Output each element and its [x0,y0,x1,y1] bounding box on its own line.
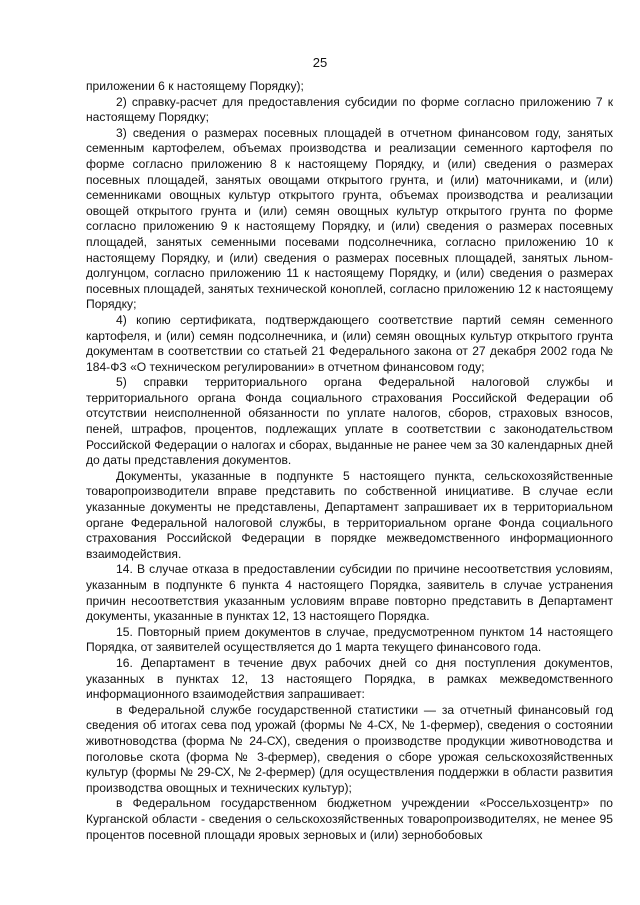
paragraph-clause-14: 14. В случае отказа в предоставлении субсидии по причине несоответствия условиям, указанным в подпункте 6 пункта 4 настоящего Порядка, заявитель в случае устранения причин несоответствия указанным условиям вправе повторно представить в Департамент документы, указанные в пунктах 12, 13 настоящего Порядка. [86,562,613,624]
paragraph-item-5: 5) справки территориального органа Федеральной налоговой службы и территориального органа Фонда социального страхования Российской Федерации об отсутствии неисполненной обязанности по уплате налогов, сборов, страховых взносов, пеней, штрафов, процентов, подлежащих уплате в соответствии с законодательством Российской Федерации о налогах и сборах, выданные не ранее чем за 30 календарных дней до даты представления документов. [86,375,613,468]
paragraph-continuation: приложении 6 к настоящему Порядку); [86,79,304,93]
paragraph-statistics-request: в Федеральной службе государственной статистики — за отчетный финансовый год сведения об итогах сева под урожай (формы № 4-СХ, № 1-фермер), сведения о состоянии животноводства (форма № 24-СХ), сведения о производстве продукции животноводства и поголовье скота (форма № 3-фермер), сведения о сборе урожая сельскохозяйственных культур (формы № 29-СХ, № 2-фермер) (для осуществления поддержки в области развития производства овощных и технических культур); [86,702,613,795]
paragraph-rosselkhoz-request: в Федеральном государственном бюджетном учреждении «Россельхозцентр» по Курганской области - сведения о сельскохозяйственных товаропроизводителях, не менее 95 процентов посевной площади яровых зерновых и (или) зернобобовых [86,796,613,842]
paragraph-clause-16: 16. Департамент в течение двух рабочих дней со дня поступления документов, указанных в пунктах 12, 13 настоящего Порядка, в рамках межведомственного информационного взаимодействия запрашивает: [86,655,613,702]
paragraph-documents-note: Документы, указанные в подпункте 5 настоящего пункта, сельскохозяйственные товаропроизводители вправе представить по собственной инициативе. В случае если указанные документы не представлены, Департамент запрашивает их в территориальном органе Федеральной налоговой службы, в территориальном органе Фонда социального страхования Российской Федерации в порядке межведомственного информационного взаимодействия. [86,468,613,561]
page-number: 25 [312,55,328,70]
document-body [86,79,613,843]
paragraph-item-4: 4) копию сертификата, подтверждающего соответствие партий семян семенного картофеля, и (или) семян подсолнечника, и (или) семян овощных культур открытого грунта документам в соответствии со статьей 21 Федерального закона от 27 декабря 2002 года № 184-ФЗ «О техническом регулировании» в отчетном финансовом году; [86,312,613,374]
paragraph-clause-15: 15. Повторный прием документов в случае, предусмотренном пунктом 14 настоящего Порядка, от заявителей осуществляется до 1 марта текущего финансового года. [86,624,613,655]
paragraph-item-2: 2) справку-расчет для предоставления субсидии по форме согласно приложению 7 к настоящему Порядку; [86,94,613,125]
paragraph-item-3: 3) сведения о размерах посевных площадей в отчетном финансовом году, занятых семенным картофелем, объемах производства и реализации семенного картофеля по форме согласно приложению 8 к настоящему Порядку, и (или) сведения о размерах посевных площадей, занятых овощами открытого грунта, и (или) маточниками, и (или) семенниками овощных культур открытого грунта, объемах производства и реализации овощей открытого грунта и (или) семян овощных культур открытого грунта по форме согласно приложению 9 к настоящему Порядку, и (или) сведения о размерах посевных площадей, занятых семенными посевами подсолнечника, согласно приложению 10 к настоящему Порядку, и (или) сведения о размерах посевных площадей, занятых льном-долгунцом, согласно приложению 11 к настоящему Порядку, и (или) сведения о размерах посевных площадей, занятых технической коноплей, согласно приложению 12 к настоящему Порядку; [86,125,613,312]
margin-mark [629,707,631,717]
